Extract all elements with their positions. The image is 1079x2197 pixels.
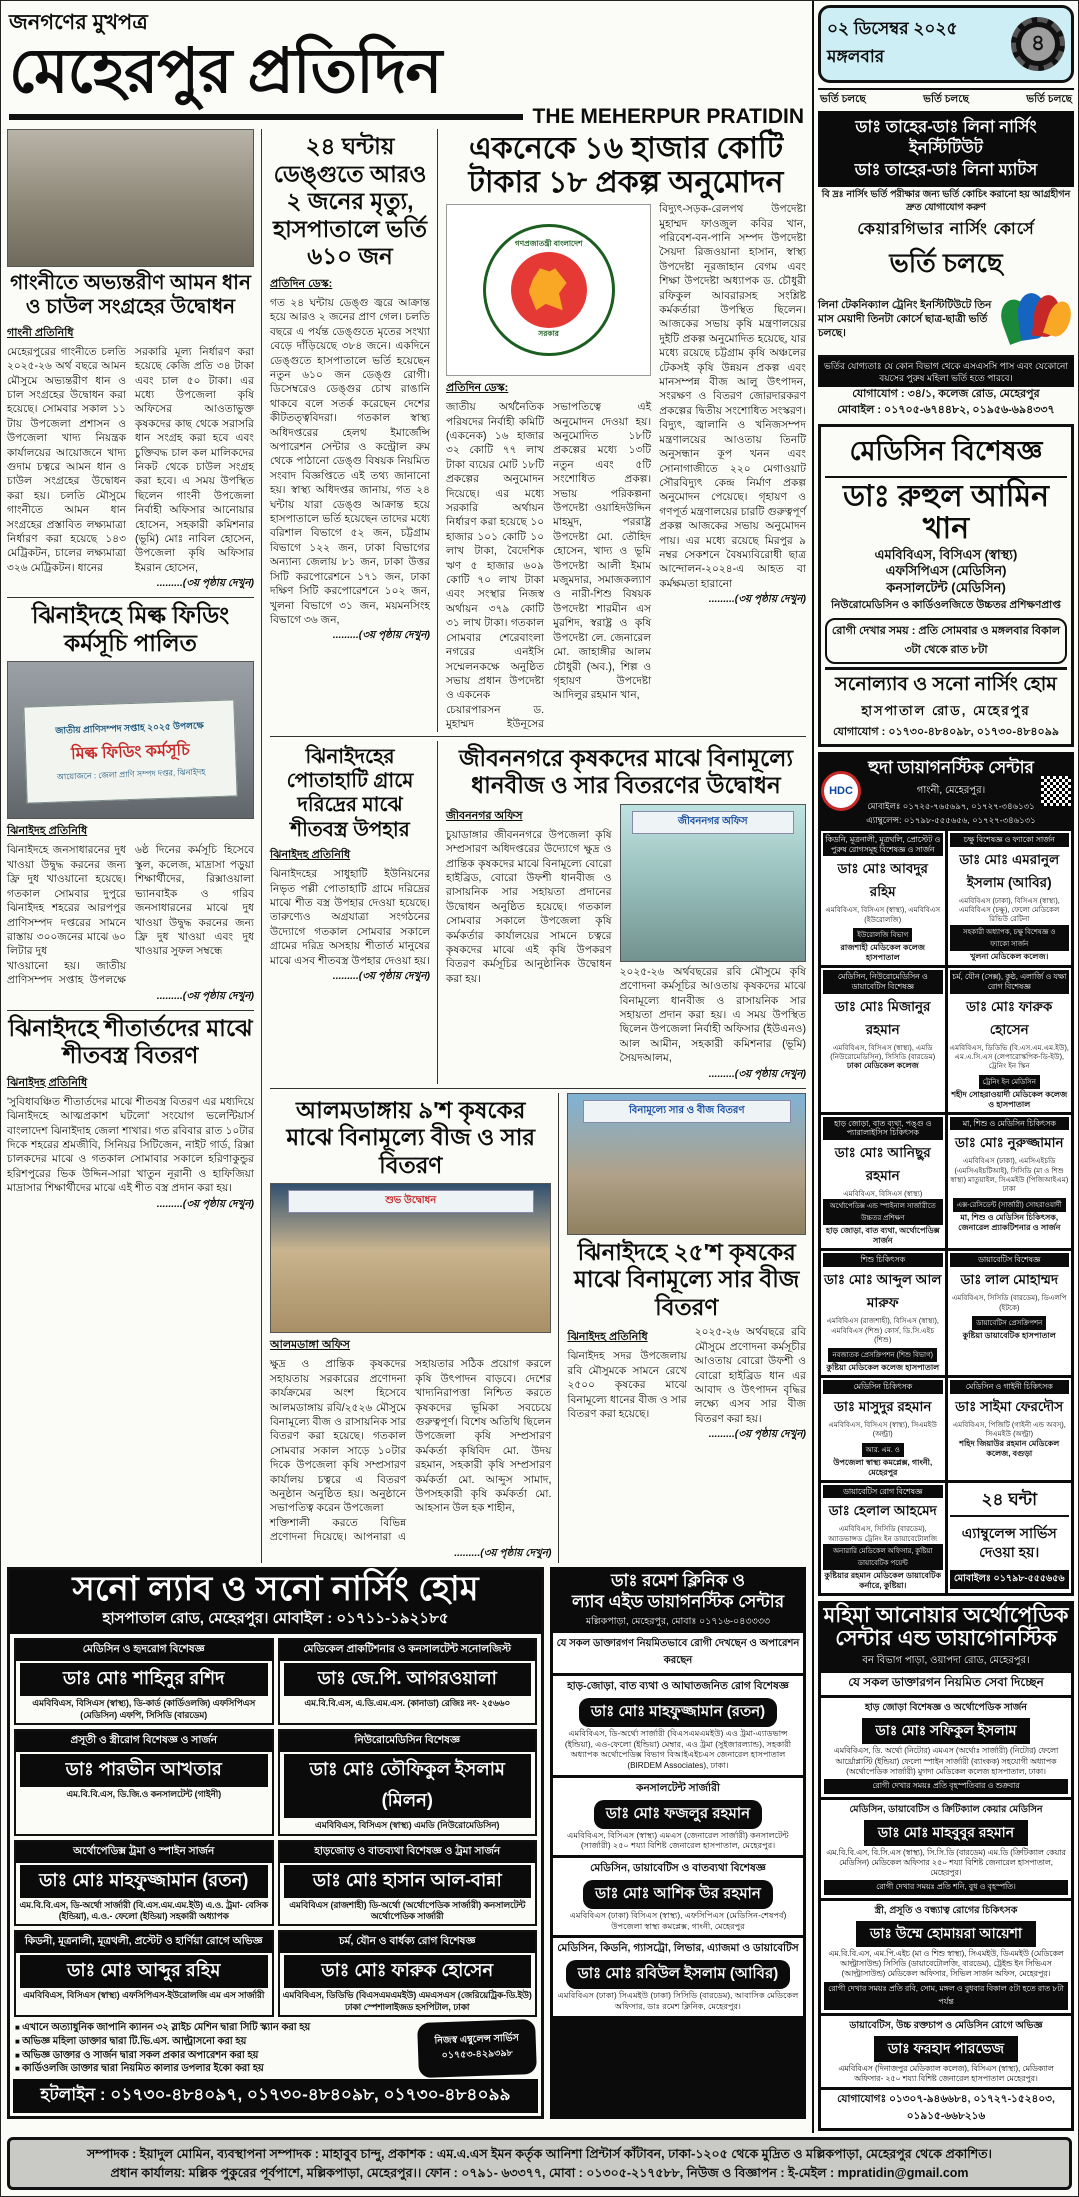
headline: একনেকে ১৬ হাজার কোটি টাকার ১৮ প্রকল্প অনুমোদন xyxy=(468,132,784,199)
doctor-card xyxy=(553,1778,803,1855)
doctor-name: ডাঃ মোঃ আব্দুর রহিম xyxy=(20,1955,268,1988)
continuation-note: .........(৩য় পৃষ্ঠায় দেখুন) xyxy=(332,970,430,982)
byline: ঝিনাইদহ প্রতিনিধি xyxy=(7,1076,88,1089)
doctor-name: ডাঃ মোঃ আশিক উর রহমান xyxy=(583,1880,773,1909)
contact-mobile: যোগাযোগ : ০১৭৩০-৪৮৪০৯৮, ০১৭৩০-৪৮৪০৯৯ xyxy=(833,725,1059,738)
byline: ঝিনাইদহ প্রতিনিধি xyxy=(567,1331,648,1344)
doctor-training: নিউরোমেডিসিন ও কার্ডিওলজিতে উচ্চতর প্রশিক্ষণপ্রাপ্ত xyxy=(831,598,1061,611)
photo-jibonnagar-distribution xyxy=(620,804,806,962)
ad-huda-diagnostic xyxy=(818,752,1074,1596)
banner-in-photo xyxy=(24,699,238,803)
doctor-credentials: এমবিবিএস, বিসিএস (স্বাস্থ্য) xyxy=(843,1189,923,1199)
continuation-note: .........(৩য় পৃষ্ঠায় দেখুন) xyxy=(156,578,254,590)
doctor-card xyxy=(553,1938,803,2015)
banner-in-photo: শুভ উদ্বোধন xyxy=(288,1190,534,1213)
doctor-credentials: এমবিবিএস, বিসিএস (স্বাস্থ্য) এফসিপিএস-ইউরোলজি এম এস সার্জারী xyxy=(23,1990,265,2001)
doctor-specialty: স্ত্রী, প্রসূতি ও বন্ধ্যাত্ব রোগের চিকিৎসক xyxy=(874,1905,1018,1917)
ambulance-body: এ্যাম্বুলেন্স সার্ভিস দেওয়া হয়। xyxy=(961,1524,1057,1561)
article-body: জাতীয় অর্থনৈতিক পরিষদের নির্বাহী কমিটি (একনেক) ১৬ হাজার ৩২ কোটি ৭৭ লাখ টাকা ব্যয়ের মোট ১৮টি প্রকল্পের অনুমোদন দিয়েছে। এর মধ্যে সরকারি অর্থায়ন নির্ধারণ করা হয়েছে ১০ হাজার ১০১ কোটি ১০ লাখ টাকা, বৈদেশিক ঋণ ৫ হাজার ৬০৯ কোটি ৭০ লাখ টাকা এবং সংস্থার নিজস্ব অর্থায়ন ৩৭৯ কোটি ৩১ লাখ টাকা। গতকাল সোমবার শেরেবাংলা নগরের এনইসি সম্মেলনকক্ষে অনুষ্ঠিত সভায় প্রধান উপদেষ্টা ও একনেক xyxy=(446,401,545,702)
doctor-card xyxy=(278,1840,538,1927)
doctor-name: ডাঃ মোঃ ফজলুর রহমান xyxy=(594,1800,762,1829)
doctor-credentials: এমবিবিএস, বিসিএস (স্বাস্থ্য), সিএমইউ (অল্ট্রা) xyxy=(828,1420,938,1439)
emblem-text-top: গণপ্রজাতন্ত্রী বাংলাদেশ xyxy=(514,239,583,249)
qr-code xyxy=(1041,776,1071,806)
doctor-credentials: এমবিবিএস, ডি-অর্থো সার্জারী (বিএসএমএমইউ) এও ট্রমা-এ্যাডভান্স (ইন্ডিয়া), এও-ফেলো (ইন্ডিয়া) মেম্বার, এও ট্রমা (সুইজারল্যান্ড), সহকারী অধ্যাপক অর্থোপেডিক্স বিভাগ বিআইএইচএস জেনারেল হাসপাতাল (BIRDEM Associates), ঢাকা। xyxy=(564,1729,792,1771)
contact-mobile: যোগাযোগঃ ০১৩০৭-৯৪৬৬৮৪, ০১৭২৭-১৫২৪০৩, ০১৯১৫-৬৬৮২১৬ xyxy=(821,2090,1071,2128)
doctor-card xyxy=(821,1483,945,1593)
doctor-card xyxy=(821,1800,1071,1898)
banner-in-photo: বিনামূল্যে সার ও বীজ বিতরণ xyxy=(583,1100,791,1123)
facility-item: ■ অভিজ্ঞ ডাক্তার ও সার্জন দ্বারা সকল প্রকার অপারেশন করা হয় xyxy=(15,2049,414,2063)
headline: ঝিনাইদহে ২৫'শ কৃষকের মাঝে বিনামূল্যে সার বীজ বিতরণ xyxy=(574,1238,800,1320)
doctor-card xyxy=(948,1251,1072,1375)
photo-jhenaidah-distribution xyxy=(567,1093,806,1235)
doctor-card xyxy=(553,1676,803,1775)
masthead-subtitle-english: THE MEHERPUR PRATIDIN xyxy=(532,105,804,128)
article-body: ক্ষুদ্র ও প্রান্তিক কৃষকদের সহায়তায় সরকারের প্রণোদনা কার্যক্রমের অংশ হিসেবে আলমডাঙ্গায় রবি/২৫২৬ মৌসুমে বিনামূল্যে বীজ ও রাসায়নিক সার বিতরণ করা হয়েছে। গতকাল সোমবার সকাল সাড়ে ১০টার দিকে উপজেলা কৃষি সম্প্রসারণ কার্যালয় চত্বরে এ বিতরণ অনুষ্ঠান অনুষ্ঠিত হয়। অনুষ্ঠানে সভাপতিত্ব করেন উপজেলা xyxy=(270,1358,407,1515)
doctor-specialty: ডায়াবেটিস বিশেষজ্ঞ xyxy=(950,1253,1070,1267)
doctor-specialty: শিশু চিকিৎসক xyxy=(823,1253,943,1267)
article-body: ঝিনাইদহে জনসাধারনের দুধ খাওয়া উদ্বুদ্ধ করনের জন্য ফ্রি দুধ খাওয়ানো হয়েছে। গতকাল সোমবার দুপুরে ঝিনাইদহ শহরের আরপপুর প্রাণিসম্পদ দপ্তরের সামনে রাস্তায় ৩০০জনের মাঝে ৬০ লিটার দুধ xyxy=(7,844,126,958)
article-body: শক্তিশালী করতে বিভিন্ন প্রণোদনা দিয়েছে। আপনারা এ সহায়তার সঠিক প্রয়োগ করলে কৃষি উৎপাদন বাড়বে। দেশের খাদ্যনিরাপত্তা নিশ্চিত করতে কৃষকদের ভূমিকা সবচেয়ে গুরুত্বপূর্ণ। বিশেষ অতিথি ছিলেন উপজেলা কৃষি সম্প্রসারণ কর্মকর্তা কৃষিবিদ মো. উদয় রহমান, সহকারী কৃষি সম্প্রসারণ কর্মকর্তা মো. আব্দুস সামাদ, উপসহকারী কৃষি কর্মকর্তা মো. আহসান উল হক শাহীন, xyxy=(270,1358,552,1544)
page-number: ৪ xyxy=(1021,27,1055,61)
doctor-specialty: মা, শিশু ও মেডিসিন চিকিৎসক xyxy=(950,1117,1070,1131)
doctor-name: ডাঃ লাল মোহাম্মদ xyxy=(960,1272,1059,1288)
doctor-credentials: এম.বি.বি.এস, বি.সি.এস (স্বাস্থ্য), সি.সি.ডি (বারডেম) এম.ডি (ক্রিটিক্যাল কেয়ার মেডিসিন) মেডিকেল অফিসার ২৫০ শয্যা বিশিষ্ট জেনারেল হাসপাতাল, মেহেরপুর। xyxy=(826,1847,1066,1877)
doctor-badge: ট্রেনিং ইন মেডিসিন xyxy=(979,1075,1040,1089)
doctor-name: ডাঃ মোঃ মাহবুবুর রহমান xyxy=(864,1820,1028,1846)
doctor-card xyxy=(821,2016,1071,2087)
byline: জীবননগর অফিস xyxy=(446,809,523,822)
contact-mobile: মোবাইলঃ ০১৭২৫-৭৬৫৬৯৭, ০১৭২৭-৩৪৬১৩১ xyxy=(867,800,1035,811)
page-number-badge xyxy=(1011,17,1065,71)
continuation-note: .........(৩য় পৃষ্ঠায় দেখুন) xyxy=(156,1198,254,1210)
doctor-card xyxy=(821,1698,1071,1796)
doctor-credentials: এমবিবিএস (ঢাকা), বিসিএস (স্বাস্থ্য), এমবিবিএস (চক্ষু), ফেলো মেডিকেল রিভিউ রেটিনা xyxy=(958,895,1060,924)
doctor-credentials: এমবিবিএস, বিসিএস (স্বাস্থ্য), এমডি (নিউরোমেডিসিন), সিসিডি (বারডেম) xyxy=(830,1042,936,1061)
doctor-badge: ডায়াবেটিস প্রেসক্রিপশন xyxy=(972,1316,1046,1330)
ad-title-line1: ডাঃ রমেশ ক্লিনিক ও xyxy=(611,1570,745,1590)
byline: প্রতিদিন ডেস্ক: xyxy=(446,382,509,395)
doctor-name: ডাঃ মোঃ আবদুর রহিম xyxy=(837,861,928,900)
masthead-rule xyxy=(9,114,523,120)
doctor-credentials: এম.বি.বি.এস, এ.ডি.এম.এস. (কানাডা) রেজিঃ নং- ২৫৬৬০ xyxy=(304,1698,511,1709)
doctor-name: ডাঃ সাইমা ফেরদৌস xyxy=(955,1399,1064,1415)
doctor-credentials: এমবিবিএস, ডি. অর্থো (নিটোর) এমএস (অর্থোঃ সার্জারী) (নিটোর) ফেলো আর্থ্রোপ্লাস্টি (ইন্ডিয়া) ফেলো স্পাইন সার্জারী (ব্যাংকক) সহযোগী অধ্যাপক (অর্থোপেডিক সার্জারী) মুগদা মেডিকেল কলেজ হাসপাতাল, ঢাকা। xyxy=(833,1746,1059,1776)
ad-medicine-specialist xyxy=(818,424,1074,747)
ad-address: গাংনী, মেহেরপুর। xyxy=(916,784,986,796)
hdc-logo-icon: HDC xyxy=(821,771,861,811)
hotline: হটলাইন : ০১৭৩০-৪৮৪০৯৭, ০১৭৩০-৪৮৪০৯৮, ০১৭৩০-৪৮৪০৯৯ xyxy=(13,2079,538,2113)
masthead xyxy=(7,4,806,129)
doctor-specialty: মেডিকেল প্রাকটিশনার ও কনসালটেন্ট সনোলজিস্ট xyxy=(280,1640,536,1661)
ad-sono-lab xyxy=(7,1567,544,2119)
doctor-credentials: এম.বি.বি.এস, এম.পি.এইচ (মা ও শিশু স্বাস্থ্য), সিএমইউ, ডিএমইউ (মেডিকেল আল্ট্রাসাউন্ড) সিসিডি (ডায়াবেটোলজি, বারডেম), ট্রেইন্ড ইন সিভিএস (আল্ট্রাসাউন্ড) মেডিকেল অফিসার, সিভিল সার্জন অফিস, মেহেরপুর। xyxy=(828,1949,1064,1979)
article-body: ঝিনাইদহের সাধুহাটি ইউনিয়নের নিভৃত পল্লী পোতাহাটি গ্রামে দরিদ্রের মাঝে শীত বস্ত্র উপহার দেওয়া হয়েছে। তারুণ্যেও অগ্রযাত্রা সংগঠনের উদ্যোগে গতকাল সোমবার সকালে গ্রামের দরিদ্র অসহায় শীতার্ত মানুষের মাঝে এসব শীতবস্ত্র উপহার দেওয়া হয়। xyxy=(270,868,430,967)
doctor-credentials: এমবিবিএস, ডিডিভি (বিএসএমএমইউ) এমএসএস (জেরিয়েট্রিক-ডি.ইউ) ঢাকা স্পেশালাইজড হসপিটাল, ঢাকা xyxy=(282,1990,532,2012)
course-body: লিনা টেকনিক্যাল ট্রেনিং ইনস্টিটিউটে তিন মাস মেয়াদী তিনটা কোর্সে ছাত্র-ছাত্রী ভর্তি চলছে। xyxy=(818,298,992,340)
ad-address: মল্লিকপাড়া, মেহেরপুর, মোবাঃ ০১৭১৬-০৪৩৩৩৩ xyxy=(585,1616,771,1628)
doctor-badge: অনারারি মেডিকেল অফিসার, কুষ্টিয়া ডায়াবেটিক পয়েন্ট xyxy=(823,1544,943,1570)
doctor-hospital: উপজেলা স্বাস্থ্য কমপ্লেক্স, গাংনী, মেহেরপুর xyxy=(833,1457,933,1477)
continuation-note: .........(৩য় পৃষ্ঠায় দেখুন) xyxy=(708,1068,806,1080)
photo-milk-feeding-banner xyxy=(7,661,254,819)
headline: ঝিনাইদহে শীতার্তদের মাঝে শীতবস্ত্র বিতরণ xyxy=(8,1014,253,1069)
continuation-note: .........(৩য় পৃষ্ঠায় দেখুন) xyxy=(708,594,806,606)
banner-in-photo: জীবননগর অফিস xyxy=(632,811,794,834)
doctor-specialty: কিডনী, মূত্রনালী, মূত্রথলী, প্রস্টেট ও হার্ণিয়া রোগে অভিজ্ঞ xyxy=(16,1932,272,1953)
govt-emblem-box xyxy=(446,204,651,376)
continuation-note: .........(৩য় পৃষ্ঠায় দেখুন) xyxy=(332,630,430,642)
doctor-card xyxy=(821,1378,945,1479)
facility-item: ■ অভিজ্ঞ মহিলা ডাক্তার দ্বারা টি.ভি.এস. আল্ট্রাসনো করা হয় xyxy=(15,2035,414,2049)
publisher-footer xyxy=(7,2137,1072,2191)
doctor-hospital: শহীদ সোহরাওয়ার্দী মেডিকেল কলেজ ও হাসপাতাল xyxy=(951,1089,1068,1109)
ecnec-left xyxy=(446,202,651,731)
headline: জীবননগরে কৃষকদের মাঝে বিনামূল্যে ধানবীজ ও সার বিতরণের উদ্বোধন xyxy=(458,744,794,799)
doctor-name: ডাঃ মোঃ আনিছুর রহমান xyxy=(834,1145,931,1184)
contact-address: যোগাযোগ : ৩৪/১, কলেজ রোড, মেহেরপুর xyxy=(852,388,1040,401)
doctor-specialty: নিউরোমেডিসিন বিশেষজ্ঞ xyxy=(280,1731,536,1752)
headline: ২৪ ঘন্টায় ডেঙ্গুতে আরও ২ জনের মৃত্যু, হাসপাতালে ভর্তি ৬১০ জন xyxy=(273,133,427,270)
doctor-credentials: এমবিবিএস (রাজশাহী), বিসিএস (স্বাস্থ্য), এমবিবিএস (শিশু) কোর্স, ডি.সি.এইচ (শিশু) xyxy=(826,1316,939,1344)
doctor-credentials: এমবিবিএস, সিসিডি (বারডেম), ডিএলপি (ইটকে) xyxy=(951,1293,1067,1312)
continuation-note: .........(৩য় পৃষ্ঠায় দেখুন) xyxy=(156,990,254,1002)
doctor-card xyxy=(14,1930,274,2017)
doctor-specialty: মেডিসিন, নিউরোমেডিসিন ও ডায়াবেটিস বিশেষজ্ঞ xyxy=(823,970,943,993)
doctor-hospital: শহিদ জিয়াউর রহমান মেডিকেল কলেজ, বগুড়া xyxy=(959,1438,1060,1458)
ad-title-line2: ল্যাব এইড ডায়াগনস্টিক সেন্টার xyxy=(571,1591,785,1611)
doctor-specialty: হাড়জোড় ও বাতব্যথা বিশেষজ্ঞ ও ট্রমা সার্জন xyxy=(280,1842,536,1863)
doctor-credentials: এমবিবিএস (ঢাকা) সিএমইউ (ঢাকা) সিসিডি (বারডেম), আবাসিক মেডিকেল অফিসার, ডাঃ রমেশ ক্লিনিক, মেহেরপুর। xyxy=(557,1991,799,2012)
doctor-credentials: এমবিবিএস, বিসিএস (স্বাস্থ্য) এমএস (জেনারেল সার্জারী) কনসালটেন্ট (সার্জারী) ২৫০ শয্যা বিশিষ্ট জেনারেল হাসপাতাল, মেহেরপুর। xyxy=(567,1830,789,1851)
doctor-badge: আর. এম. ও xyxy=(862,1443,904,1457)
ad-title-line2: সেন্টার এন্ড ডায়াগোনস্টিক xyxy=(835,1627,1057,1651)
doctor-credentials: এমবিবিএস, পিজিটি (গাইনী এন্ড অবস্), সিএমইউ (অল্ট্রা) xyxy=(952,1420,1066,1439)
masthead-tagline: জনগণের মুখপত্র xyxy=(9,11,148,34)
visiting-hours: রোগী দেখার সময় : প্রতি সোমবার ও মঙ্গলবার বিকাল ৩টা থেকে রাত ৮টা xyxy=(825,618,1067,664)
facility-item: ■ এখানে অত্যাধুনিক জাপানি ক্যানন ৩২ স্লাইচ মেশিন দ্বারা সিটি স্ক্যান করা হয় xyxy=(15,2021,414,2035)
date-box xyxy=(818,5,1074,83)
admission-note: বি দ্রঃ নার্সিং ভর্তি পরীক্ষার জন্য ভর্তি কোচিং করানো হয় আগ্রহীগন দ্রুত যোগাযোগ করুণ xyxy=(821,189,1071,213)
doctor-name: ডাঃ মোঃ শাহিনুর রশিদ xyxy=(20,1663,268,1696)
doctor-name: ডাঃ মোঃ মিজানুর রহমান xyxy=(835,998,931,1037)
doctor-badge: ইউরোলজি বিভাগ xyxy=(853,928,912,942)
headline: আলমডাঙ্গায় ৯'শ কৃষকের মাঝে বিনামূল্যে বীজ ও সার বিতরণ xyxy=(286,1096,536,1178)
doctor-credentials: কনসালটেন্ট (মেডিসিন) xyxy=(886,579,1006,595)
doctor-card xyxy=(821,831,945,965)
doctor-card xyxy=(948,1115,1072,1249)
doctor-name: ডাঃ মোঃ ফারুক হোসেন xyxy=(966,998,1053,1037)
doctor-card xyxy=(278,1638,538,1725)
article-body: চেয়ারপারসন ড. মুহাম্মদ ইউনূসের সভাপতিত্বে এই অনুমোদন দেওয়া হয়। অনুমোদিত ১৮টি প্রকল্পের মধ্যে ১৩টি নতুন এবং ৫টি সংশোধিত প্রকল্প। সভায় পরিকল্পনা উপদেষ্টা ওয়াহিদউদ্দিন মাহমুদ, পররাষ্ট্র উপদেষ্টা মো. তৌহিদ হোসেন, খাদ্য ও ভূমি উপদেষ্টা আলী ইমাম মজুমদার, সমাজকল্যাণ ও নারী-শিশু বিষয়ক উপদেষ্টা শারমীন এস মুরশিদ, স্বরাষ্ট্র ও কৃষি উপদেষ্টা লে. জেনারেল মো. জাহাঙ্গীর আলম চৌধুরী (অব.), শিল্প ও গৃহায়ণ উপদেষ্টা আদিলুর রহমান খান, xyxy=(446,401,652,731)
article-body: খাওয়ানো হয়। জাতীয় প্রাণিসম্পদ সপ্তাহ উপলক্ষে ৬ষ্ঠ দিনের কর্মসূচি হিসেবে স্কুল, কলেজ, মাদ্রাসা পড়ুয়া শিক্ষার্থীদের, রিক্সাওয়ালা ভ্যানবাইক ও গরিব জনসাধারনের মাঝে দুধ খাওয়া উদ্বুদ্ধ করনের জন্য ফ্রি দুধ খাওয়া এবং দুধ খাওয়ার সুফল সম্বন্ধে xyxy=(7,844,254,987)
admission-strip-label: ভর্তি চলছে xyxy=(820,93,866,105)
doctor-specialty: হাড় জোড়া, বাত ব্যথা, পঙ্গু ও প্যারালাইসিস চিকিৎসক xyxy=(823,1117,943,1140)
facility-item: ■ কার্ডিওলজি ডাক্তার দ্বারা নিয়মিত কালার ডপলার ইকো করা হয় xyxy=(15,2062,414,2076)
article-body: ২০২৫-২৬ অর্থবছরের রবি মৌসুমে কৃষি প্রণোদনা কর্মসূচির আওতায় কৃষকদের মাঝে বিনামূল্যে ধানবীজ ও রাসায়নিক সার সহায়তা প্রদান করা হয়। এ সময় উপস্থিত ছিলেন উপজেলা নির্বাহী অফিসার (ইউএনও) আল আমীন, সহকারী কমিশনার (ভূমি) সৈয়দআলম, xyxy=(619,965,806,1065)
institute-name-line2: ডাঃ তাহের-ডাঃ লিনা ম্যাটস xyxy=(854,160,1038,179)
doctor-card xyxy=(948,1378,1072,1479)
jibonnagar-text xyxy=(446,804,612,1084)
article-jhenaidah25 xyxy=(567,1093,806,1563)
doctor-name: ডাঃ হেলাল আহমেদ xyxy=(828,1503,937,1519)
article-winter-clothes xyxy=(7,1015,254,1214)
contact-ambulance: এ্যাম্বুলেন্স: ০১৭৯৮-৫৫৫৬৫৬, ০১৭২৭-৩৪৬১৩১ xyxy=(866,814,1036,825)
doctor-specialty: অর্থোপেডিক্স ট্রমা ও স্পাইন সার্জন xyxy=(16,1842,272,1863)
doctor-name: ডাঃ মোঃ আব্দুল আল মারুফ xyxy=(824,1272,942,1311)
doctor-credentials: এম.বি.বি.এস, ডি.জি.ও কনসালটেন্ট (গাইনী) xyxy=(66,1789,222,1800)
doctor-specialty: ডায়াবেটিস, উচ্চ রক্তচাপ ও মেডিসিন রোগে অভিজ্ঞ xyxy=(849,2019,1043,2031)
chamber-address: হাসপাতাল রোড, মেহেরপুর xyxy=(861,702,1031,718)
doctor-name: ডাঃ মোঃ সফিকুল ইসলাম xyxy=(862,1718,1031,1744)
bangladesh-map-icon xyxy=(529,268,567,310)
ad-title-line1: মহিমা আনোয়ার অর্থোপেডিক xyxy=(823,1604,1069,1628)
article-body: ঝিনাইদহ সদর উপজেলায় রবি মৌসুমকে সামনে রেখে ২৫০০ কৃষকের মাঝে বিনামূল্যে ধানের বীজ ও সার বিতরণ করা হয়েছে। xyxy=(567,1350,687,1420)
doctor-specialty: ডায়াবেটিস রোগ বিশেষজ্ঞ xyxy=(823,1485,943,1499)
doctor-hospital: কুষ্টিয়া মেডিকেল কলেজ হাসপাতাল xyxy=(826,1363,940,1373)
doctor-specialty: মেডিসিন ও গাইনী চিকিৎসক xyxy=(950,1380,1070,1394)
byline: প্রতিদিন ডেস্ক: xyxy=(270,277,333,290)
doctor-specialty: হাড়-জোড়া, বাত ব্যথা ও আঘাতজনিত রোগ বিশেষজ্ঞ xyxy=(567,1680,789,1693)
banner-line: জাতীয় প্রাণিসম্পদ সপ্তাহ ২০২৫ উপলক্ষে xyxy=(55,720,205,736)
article-body: ২০২৫-২৬ অর্থবছরে রবি মৌসুমে প্রণোদনা কর্মসূচীর আওতায় বোরো উফশী ও বোরো হাইব্রিড ধান এর আবাদ ও উৎপাদন বৃদ্ধির লক্ষ্যে এসব সার বীজ বিতরণ করা হয়। xyxy=(694,1326,806,1425)
article-body: গত ২৪ ঘন্টায় ডেঙ্গু জ্বরে আক্রান্ত হয়ে আরও ২ জনের প্রাণ গেল। চলতি বছরে এ পর্যন্ত ডেঙ্গুতে মৃতের সংখ্যা বেড়ে দাঁড়িয়েছে ৩৮৪ জনে। একদিনে ডেঙ্গুতে হাসপাতালে ভর্তি হয়েছেন নতুন ৬১০ জন ডেঙ্গু রোগী। ডিসেম্বরেও ডেঙ্গুর চোখ রাঙানি থাকবে বলে সতর্ক করেছেন দেশের কীটতত্ত্ববিদরা। গতকাল স্বাস্থ্য অধিদপ্তরের হেলথ ইমার্জেন্সি অপারেশন সেন্টার ও কন্ট্রোল রুম থেকে পাঠানো ডেঙ্গু বিষয়ক নিয়মিত সংবাদ বিজ্ঞপ্তিতে এই তথ্য জানানো হয়। স্বাস্থ্য অধিদপ্তর জানায়, গত ২৪ ঘন্টায় যারা ডেঙ্গু আক্রান্ত হয়ে হাসপাতালে ভর্তি হয়েছেন তাদের মধ্যে বরিশাল বিভাগে ৫২ জন, চট্টগ্রাম বিভাগে ১২২ জন, ঢাকা বিভাগের অন্যান্য জেলায় ৮১ জন, ঢাকা উত্তর সিটি করপোরেশনে ১৭১ জন, ঢাকা দক্ষিণ সিটি করপোরেশনে ১০২ জন, খুলনা বিভাগে ৩১ জন, ময়মনসিংহ বিভাগে ৩৬ জন, xyxy=(270,296,430,626)
doctor-credentials: এমবিবিএস (ঢাকা) বিসিএস (স্বাস্থ্য), এফসিপিএস (মেডিসিন-শেষপর্ব) উপজেলা স্বাস্থ্য কমপ্লেক্স, গাংনী, মেহেরপুর xyxy=(569,1911,787,1931)
doctor-hospital: মা, শিশু ও মেডিসিন চিকিৎসক, জেনারেল প্র্যাকটিশনার ও সার্জন xyxy=(958,1212,1061,1232)
doctor-credentials: এমবিবিএস, বিসিএস (স্বাস্থ্য) xyxy=(874,547,1018,563)
doctor-name: ডাঃ মোঃ মাহফুজ্জামান (রতন) xyxy=(579,1698,777,1727)
doctor-card xyxy=(14,1840,274,1927)
ad-mohima-orthopedic xyxy=(818,1601,1074,2131)
doctor-hospital: কুষ্টিয়া ডায়াবেটিক হাসপাতাল xyxy=(962,1330,1056,1340)
footer-line2: প্রধান কার্যালয়: মল্লিক পুকুরের পূর্বপাশে, মল্লিকপাড়া, মেহেরপুর।। ফোন : ০৭৯১- ৬৩৩৭৭, মোবা : ০১৩০৫-২১৭৫৮৮, নিউজ ও বিজ্ঞাপন : ই-মেইল : mpratidin@gmail.com xyxy=(110,2165,969,2180)
doctor-specialty: কনসালটেন্ট সার্জারী xyxy=(636,1781,720,1794)
doctor-hospital: রাজশাহী মেডিকেল কলেজ হাসপাতাল xyxy=(840,943,925,963)
continuation-note: .........(৩য় পৃষ্ঠায় দেখুন) xyxy=(708,1429,806,1441)
ambulance-note: নিজস্ব এম্বুলেন্স সার্ভিস ০১৭৫৩-৪২৯৩৯৮ xyxy=(417,2019,537,2078)
doctor-credentials: এম.বি.বি.এস, ডি-অর্থো সার্জারী (বি.এস.এম.এম.ইউ) এ.ও. ট্রমা- বেসিক (ইন্ডিয়া), এ.ও.- ফেলো (ইন্ডিয়া) সহকারী অধ্যাপক xyxy=(19,1899,269,1921)
visiting-hours: রোগী দেখার সময়ঃ প্রতি রবি, সোম, মঙ্গল ও বুধবার বিকাল ৫টা হতে রাত ৮টা পর্যন্ত xyxy=(824,1982,1068,2010)
visiting-hours: রোগী দেখার সময়ঃ প্রতি শনি, বুধ ও বৃহস্পতি। xyxy=(824,1880,1068,1895)
left-column xyxy=(7,129,262,1563)
article-alamdanga xyxy=(270,1093,559,1563)
center-area xyxy=(270,129,806,1563)
ecnec-right xyxy=(659,202,806,731)
doctor-name: ডাঃ রুহুল আমিন খান xyxy=(842,480,1050,545)
doctor-name: ডাঃ মোঃ রবিউল ইসলাম (আবির) xyxy=(566,1960,791,1989)
headline: ঝিনাইদহের পোতাহাটি গ্রামে দরিদ্রের মাঝে শীতবস্ত্র উপহার xyxy=(286,745,414,841)
doctor-hospital: কুষ্টিয়ার রহমান মেডিকেল ডায়াবেটিক কর্নারে, কুষ্টিয়া। xyxy=(824,1571,942,1591)
doctor-credentials: এমবিবিএস, বিসিএস (স্বাস্থ্য) এমডি (নিউরোমেডিসিন) xyxy=(315,1820,500,1831)
ad-specialty-title: মেডিসিন বিশেষজ্ঞ xyxy=(825,431,1067,478)
doctor-hospital: খুলনা মেডিকেল কলেজ। xyxy=(970,951,1049,961)
emblem-map-circle xyxy=(511,252,587,328)
ad-address: বন বিভাগ পাড়া, ওয়াপদা রোড, মেহেরপুর। xyxy=(862,1655,1030,1667)
doctor-name: ডাঃ জে.পি. আগরওয়ালা xyxy=(284,1663,532,1696)
doctor-specialty: মেডিসিন ও হৃদরোগ বিশেষজ্ঞ xyxy=(16,1640,272,1661)
doctor-card xyxy=(14,1638,274,1725)
banner-line: আয়োজনে : জেলা প্রাণি সম্পদ দপ্তর, ঝিনাইদহ xyxy=(56,767,206,782)
institute-name-line1: ডাঃ তাহের-ডাঃ লিনা নার্সিং ইনস্টিটিউট xyxy=(855,118,1037,158)
doctor-specialty: চর্ম, যৌন (সেক্স), কুষ্ঠ, এলার্জি ও যক্ষা রোগ বিশেষজ্ঞ xyxy=(950,970,1070,993)
doctor-name: ডাঃ পারভীন আখতার xyxy=(20,1754,268,1787)
emblem-text-bottom: সরকার xyxy=(538,329,559,339)
article-body: 'সুবিধাবঞ্চিত শীতার্তদের মাঝে শীতবস্ত্র বিতরণ এর মধ্যদিয়ে ঝিনাইদহে আত্মপ্রকাশ ঘটলো' সংযোগ ভলেন্টিয়ার্স বাংলাদেশ ঝিনাইদাহ জেলা শাখার। গত রবিবার রাত ১০টার দিকে শহরের শ্রমজীবি, সিনিয়র সিটিজেন, নাইট গার্ড, রিক্সা চালকদের মাঝে ও গতকাল সোমাবার সকালে হরিণাকুন্ডুর হরিশপুরের ভিক উদ্দিন-সারা খাতুন নূরানী ও হাফিজিয়া মাদ্রাসার শিক্ষার্থীদের মাঝে এই শীত বস্ত্র প্রদান করা হয়। xyxy=(7,1095,254,1195)
course-status: ভর্তি চলছে xyxy=(889,248,1003,278)
ad-nursing-admission xyxy=(818,88,1074,419)
doctor-badge: এক্স-রেসিডেন্ট (সার্জারী) সোহরাওয়ার্দী xyxy=(953,1198,1066,1212)
doctor-card xyxy=(821,1901,1071,2012)
ad-title: হুদা ডায়াগনস্টিক সেন্টার xyxy=(868,757,1034,777)
main-content xyxy=(1,1,812,2133)
chamber-name: সনোল্যাব ও সনো নার্সিং হোম xyxy=(825,667,1067,702)
article-dengue xyxy=(270,129,438,732)
doctor-specialty: মেডিসিন, কিডনি, গ্যাসট্রো, লিভার, এ্যাজমা ও ডায়াবেটিস xyxy=(557,1942,799,1955)
doctor-credentials: এমবিবিএস, ডিডিভি (বি.এস.এম.এম.ইউ), এম.এ.সি.এস (লেপারোস্কপিক-ডি-ইউ), ট্রেনিং ইন স্কিন xyxy=(949,1042,1069,1071)
doctor-card xyxy=(14,1729,274,1835)
article-gangni xyxy=(7,129,254,598)
doctor-credentials: এমবিবিএস, বিসিএস (স্বাস্থ্য), এমবিবিএস (ইউরোলজি) xyxy=(825,905,941,924)
doctor-badge: নবজাতক প্রেসক্রিপশন (শিশু বিভাগ) xyxy=(828,1348,937,1362)
doctor-specialty: চক্ষু বিশেষজ্ঞ ও ফ্যাকো সার্জন xyxy=(950,833,1070,847)
admission-strip-label: ভর্তি চলছে xyxy=(1026,93,1072,105)
doctor-credentials: এমবিবিএস, সিসিডি (বারডেম), অ্যাডভান্সড ট্রেনিং ইন ডায়াবেটোলজি xyxy=(828,1524,938,1543)
photo-gangni-inauguration xyxy=(7,129,254,267)
article-milk-feeding xyxy=(7,602,254,1010)
doctor-name: ডাঃ মোঃ ফারুক হোসেন xyxy=(284,1955,532,1988)
issue-date: ০২ ডিসেম্বর ২০২৫ মঙ্গলবার xyxy=(827,19,958,66)
bangladesh-govt-emblem xyxy=(483,224,615,356)
doctor-card xyxy=(948,831,1072,965)
byline: গাংনী প্রতিনিধি xyxy=(7,326,74,339)
article-body: সরকারি মূল্য নির্ধারণ করা হয়েছে কেজি প্রতি ৩৪ টাকা এবং চাল ৫০ টাকা। এর মধ্যে উপজেলা কৃষি অফিসের আওতাভুক্ত কৃষকদের কাছ থেকে সরাসরি ধান সংগ্রহ করা হবে এবং চুক্তিবদ্ধ চাল কল মালিকদের নিকট থেকে চাউল সংগ্রহ করা হবে। এ সময় উপস্থিত ছিলেন গাংনী উপজেলা নির্বাহী অফিসার আনোয়ার হোসেন, সহকারী কমিশনার (ভূমি) মোঃ নাবিল হোসেন, উপজেলা কৃষি অফিসার ইমরান হোসেন, xyxy=(135,345,254,574)
doctor-hospital: হাড় জোড়া, বাত ব্যথা, অর্থোপেডিক্স সার্জন xyxy=(825,1226,940,1246)
doctor-name: ডাঃ মোঃ নুরুজ্জামান xyxy=(954,1135,1064,1151)
doctor-name: ডাঃ ফরহাদ পারভেজ xyxy=(874,2036,1018,2062)
footer-line1: সম্পাদক : ইয়াদুল মোমিন, ব্যবস্থাপনা সম্পাদক : মাহাবুব চান্দু, প্রকাশক : এম.এ.এস ইমন কর্তৃক আনিশা প্রিন্টার্স কাঁটাবন, ঢাকা-১২০৫ থেকে মুদ্রিত ও মল্লিকপাড়া, মেহেরপুর থেকে প্রকাশিত। xyxy=(86,2146,993,2161)
article-body: চুয়াডাঙ্গার জীবননগরে উপজেলা কৃষি সম্প্রসারণ অধিদপ্তরের উদ্যোগে ক্ষুদ্র ও প্রান্তিক কৃষকদের মাঝে বিনামূল্যে বোরো হাইব্রিড, বোরো উফশী ধানবীজ ও রাসায়নিক সার সহায়তা প্রদানের উদ্বোধন অনুষ্ঠিত হয়েছে। গতকাল সোমবার সকালে উপজেলা কৃষি কর্মকর্তার কার্যালয়ের সামনে চত্বরে কৃষকদের মাঝে এই কৃষি উপকরণ বিতরণ কর্মসূচির আনুষ্ঠানিক উদ্বোধন করা হয়। xyxy=(446,828,612,985)
doctor-card xyxy=(948,968,1072,1112)
doctor-card xyxy=(278,1729,538,1835)
article-ecnec xyxy=(446,129,806,732)
continuation-note: .........(৩য় পৃষ্ঠায় দেখুন) xyxy=(454,1547,552,1559)
course-title: কেয়ারগিভার নার্সিং কোর্সে xyxy=(857,221,1035,238)
ad-subtitle: হাসপাতাল রোড, মেহেরপুর। মোবাইল : ০১৭১১-১৯২১৮৫ xyxy=(102,1610,449,1628)
doctor-specialty: মেডিসিন, ডায়াবেটিস ও বাতব্যথা বিশেষজ্ঞ xyxy=(590,1862,766,1875)
ad-title: সনো ল্যাব ও সনো নার্সিং হোম xyxy=(72,1569,479,1608)
banner-line: মিল্ক ফিডিং কর্মসূচি xyxy=(70,741,191,763)
jibonnagar-photo-col xyxy=(620,804,806,1084)
ad-strapline: যে সকল ডাক্তারগণ নিয়মিতভাবে রোগী দেখছেন ও অপারেশন করছেন xyxy=(553,1633,803,1673)
headline: গাংনীতে অভ্যন্তরীণ আমন ধান ও চাউল সংগ্রহের উদ্বোধন xyxy=(10,272,251,319)
doctor-name: ডাঃ মাসুদুর রহমান xyxy=(834,1399,932,1415)
ambulance-mobile: মোবাইলঃ ০১৭৯৮-৫৫৫৬৫৬ xyxy=(950,1570,1070,1589)
article-jibonnagar xyxy=(446,741,806,1084)
doctor-name: ডাঃ মোঃ এমরানুল ইসলাম (আবির) xyxy=(959,851,1060,890)
byline: আলমডাঙ্গা অফিস xyxy=(270,1339,350,1352)
doctor-hospital: ঢাকা মেডিকেল কলেজ xyxy=(846,1061,919,1071)
right-rail xyxy=(812,1,1078,2133)
ad-strapline: যে সকল ডাক্তারগন নিয়মিত সেবা দিচ্ছেন xyxy=(821,1673,1071,1695)
admission-strip-label: ভর্তি চলছে xyxy=(923,93,969,105)
doctor-name: ডাঃ মোঃ তৌফিকুল ইসলাম (মিলন) xyxy=(284,1754,532,1818)
doctor-specialty: প্রসূতী ও স্ত্রীরোগ বিশেষজ্ঞ ও সার্জন xyxy=(16,1731,272,1752)
photo-alamdanga-sacks xyxy=(270,1183,551,1333)
visiting-hours: রোগী দেখার সময়ঃ প্রতি বৃহস্পতিবার ও শুক্রবার xyxy=(824,1779,1068,1794)
doctor-badge: অর্থোপেডিক্স এন্ড স্পাইনাল সার্জারীতে উচ্চতর প্রশিক্ষণ xyxy=(823,1199,943,1225)
article-body: বিদ্যুৎ-সড়ক-রেলপথ উপদেষ্টা মুহাম্মদ ফাওজুল কবির খান, পরিবেশ-বন-পানি সম্পদ উপদেষ্টা সৈয়দা রিজওয়ানা হাসান, স্বাস্থ্য উপদেষ্টা নূরজাহান বেগম এবং শিক্ষা উপদেষ্টা অধ্যাপক ড. চৌধুরী রফিকুল আবরারসহ সংশ্লিষ্ট কর্মকর্তারা উপস্থিত ছিলেন। আজকের সভায় কৃষি মন্ত্রণালয়ের দুইটি প্রকল্প অনুমোদিত হয়েছে, যার মধ্যে রয়েছে চট্টগ্রাম কৃষি অঞ্চলের টেকসই কৃষি উন্নয়ন প্রকল্প এবং মানসম্পন্ন বীজ আলু উৎপাদন, সংরক্ষণ ও বিতরণ জোরদারকরণ প্রকল্পের দ্বিতীয় সংশোধিত সংস্করণ। বিদ্যুৎ, জ্বালানি ও খনিজসম্পদ মন্ত্রণালয়ের আওতায় তিনটি অনুসন্ধান কূপ খনন এবং সোনাগাজীতে ২২০ মেগাওয়াট সৌরবিদ্যুৎ কেন্দ্র নির্মাণ প্রকল্প অনুমোদন পেয়েছে। গৃহায়ণ ও গণপূর্ত মন্ত্রণালয়ের চারটি গুরুত্বপূর্ণ প্রকল্প আজকের সভায় অনুমোদন পায়। এর মধ্যে রয়েছে মিরপুর ৯ নম্বর সেকশনে বৈষম্যবিরোধী ছাত্র আন্দোলন-২০২৪-এ আহত বা কর্মক্ষমতা হারানো xyxy=(659,203,806,590)
doctor-specialty: হাড় জোড়া বিশেষজ্ঞ ও অর্থোপেডিক সার্জন xyxy=(865,1702,1027,1714)
doctor-card xyxy=(821,968,945,1112)
doctor-specialty: কিডনি, মূত্রনালী, মূত্রথলি, প্রোস্টেট ও পুরুষ রোগসমূহ বিশেষজ্ঞ ও সার্জন xyxy=(823,833,943,856)
doctor-name: ডাঃ উম্মে হোমায়রা আয়েশা xyxy=(856,1921,1036,1947)
doctor-specialty: মেডিসিন, ডায়াবেটিস ও ক্রিটিক্যাল কেয়ার মেডিসিন xyxy=(849,1803,1043,1815)
doctor-card xyxy=(821,1251,945,1375)
article-body: মেহেরপুরের গাংনীতে চলতি ২০২৫-২৬ অর্থ বছরে আমন মৌসুমে অভ্যন্তরীণ ধান ও চাল সংগ্রহের উদ্বোধন করা হয়েছে। সোমবার সকাল ১১ টায় উপজেলা প্রশাসন ও উপজেলা খাদ্য নিয়ন্ত্রক কার্যালয়ের আয়োজনে খাদ্য গুদাম চত্বরে আমন ধান ও চাউল সংগ্রহের উদ্বোধন করা হয়। চলতি মৌসুমে গাংনীতে আমন ধান সংগ্রহের প্রস্তাবিত লক্ষ্যমাত্রা নির্ধারণ করা হয়েছে ১৪৩ মেট্রিকটন, চালের লক্ষ্যমাত্রা ৩২৬ মেট্রিকটন। ধানের xyxy=(7,345,126,574)
doctor-credentials: এমবিবিএস (দিনাজপুর মেডিক্যাল কলেজ), বিসিএস (স্বাস্থ্য), মেডিক্যাল অফিসার- ২৫০ শয্যা বিশিষ্ট জেনারেল হাসপাতাল মেহেরপুর। xyxy=(838,2063,1054,2083)
headline: ঝিনাইদহে মিল্ক ফিডিং কর্মসূচি পালিত xyxy=(31,602,230,656)
ad-ramesh-clinic xyxy=(550,1567,806,2119)
article-potahati xyxy=(270,741,438,1084)
doctor-name: ডাঃ মোঃ হাসান আল-বান্না xyxy=(284,1865,532,1898)
byline: ঝিনাইদহ প্রতিনিধি xyxy=(7,825,88,838)
ambulance-card xyxy=(948,1483,1072,1593)
eligibility-note: ভর্তির যোগ্যতাঃ যে কোন বিভাগ থেকে এসএসসি পাস এবং যেকোনো বয়সের পুরুষ মহিলা ভর্তি হতে পারবে। xyxy=(818,357,1074,387)
masthead-title: মেহেরপুর প্রতিদিন xyxy=(9,37,442,106)
byline: ঝিনাইদহ প্রতিনিধি xyxy=(270,849,351,862)
doctor-credentials: এমবিবিএস, বিসিএস (স্বাস্থ্য), ডি-কার্ড (কার্ডিওলজি) এফসিপিএস (মেডিসিন) এফপি, সিসিডি (বারডেম) xyxy=(32,1698,256,1720)
doctor-credentials: এফসিপিএস (মেডিসিন) xyxy=(885,563,1007,579)
doctor-specialty: মেডিসিন চিকিৎসক xyxy=(823,1380,943,1394)
doctor-credentials: এমবিবিএস (ঢাকা), এমসিএইচডি (এমসিএইচটিআই), সিসিডি (মা ও শিশু স্বাস্থ্য) মাতুয়াইল, সিএমইউ (পিজিআইএম) ঢাকা xyxy=(950,1156,1069,1194)
doctor-name: ডাঃ মোঃ মাহফুজ্জামান (রতন) xyxy=(20,1865,268,1898)
doctor-specialty: চর্ম, যৌন ও বার্ধক্য রোগ বিশেষজ্ঞ xyxy=(280,1932,536,1953)
doctor-card xyxy=(553,1858,803,1935)
doctor-card xyxy=(278,1930,538,2017)
contact-mobile: মোবাইল : ০১৭০৫-৬৭৪৪৮২, ০১৯৫৬-৬৯৪৩৩৭ xyxy=(837,404,1055,417)
ambulance-title: ২৪ ঘন্টা xyxy=(950,1487,1070,1517)
institute-logo-icon xyxy=(1000,287,1074,351)
doctor-card xyxy=(821,1115,945,1249)
doctor-credentials: এমবিবিএস (রাজশাহী) ডি-অর্থো (অর্থোপেডিক সার্জারী) কনসালটেন্ট অর্থোপেডিক সার্জারী xyxy=(289,1899,526,1921)
doctor-badge: সহকারী অধ্যাপক, চক্ষু বিশেষজ্ঞ ও ফ্যাকো সার্জন xyxy=(950,925,1070,951)
facility-bullets xyxy=(15,2021,414,2076)
